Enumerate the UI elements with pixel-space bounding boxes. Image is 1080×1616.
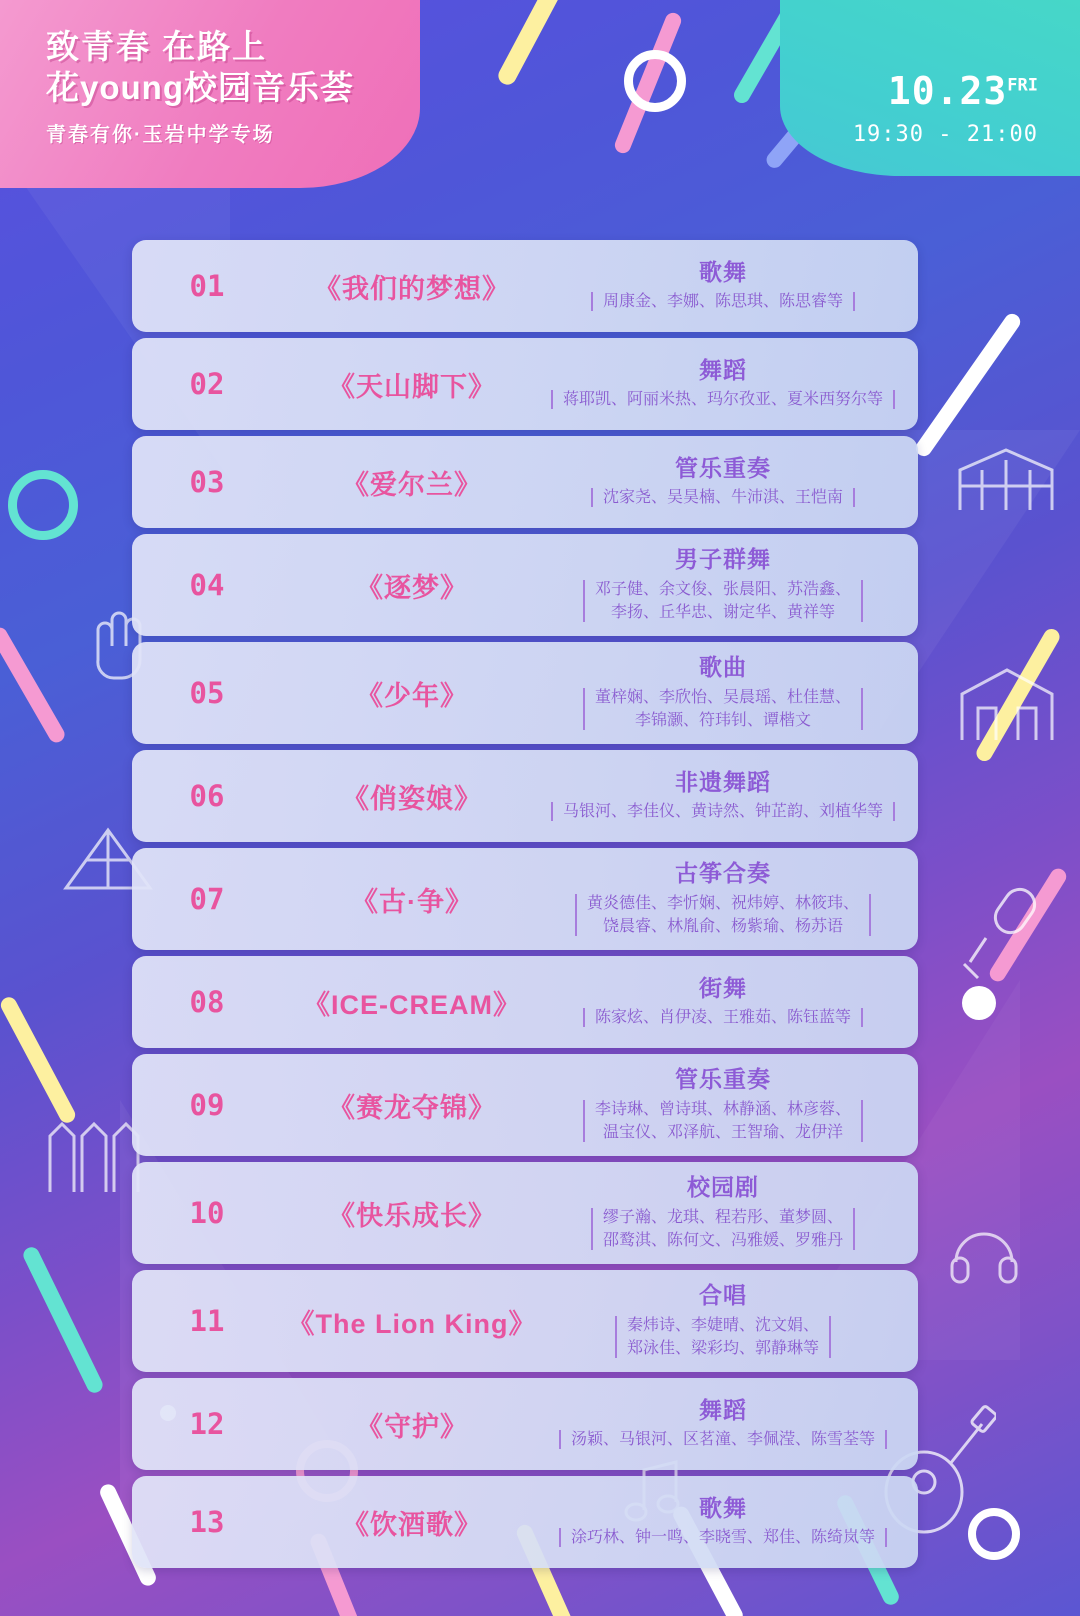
program-number: 09 [189, 1088, 225, 1122]
program-performers [591, 290, 855, 313]
table-row [132, 750, 918, 842]
program-details [542, 357, 918, 412]
program-performers [559, 1428, 887, 1451]
decor-icon-stage [952, 440, 1062, 520]
performer-line: 陈家炫、肖伊凌、王雅茹、陈钰蓝等 [594, 1009, 851, 1027]
program-kind: 歌舞 [699, 1494, 747, 1521]
program-details [542, 769, 918, 824]
program-kind: 舞蹈 [699, 1396, 747, 1423]
performer-line: 黄炎德佳、李忻娴、祝炜婷、林筱玮、 [586, 894, 859, 912]
program-kind: 男子群舞 [675, 546, 771, 573]
program-details [542, 546, 918, 624]
program-performers [591, 486, 855, 509]
table-row [132, 848, 918, 950]
decor-bar-white-3 [0, 994, 78, 1125]
performer-line: 温宝仪、邓泽航、王智瑜、龙伊洋 [602, 1123, 843, 1141]
program-name: 《赛龙夺锦》 [328, 1092, 496, 1123]
program-kind: 街舞 [699, 974, 747, 1001]
program-name: 《天山脚下》 [328, 371, 496, 402]
program-kind: 舞蹈 [699, 356, 747, 383]
program-number: 12 [189, 1407, 225, 1441]
program-details [542, 1397, 918, 1452]
program-performers [551, 388, 895, 411]
table-row [132, 338, 918, 430]
program-name: 《爱尔兰》 [342, 469, 482, 500]
program-name: 《饮酒歌》 [342, 1509, 482, 1540]
program-number: 03 [189, 465, 225, 499]
decor-icon-fence [36, 1110, 146, 1200]
performer-line: 汤颖、马银河、区茗潼、李佩滢、陈雪荃等 [570, 1431, 875, 1449]
program-name: 《ICE-CREAM》 [303, 989, 521, 1020]
program-number: 04 [189, 568, 225, 602]
program-name: 《少年》 [356, 680, 468, 711]
performer-line: 沈家尧、吴昊楠、牛沛淇、王恺南 [602, 489, 843, 507]
performer-line: 郑泳佳、梁彩均、郭静琳等 [626, 1339, 819, 1357]
event-weekday: FRI [1007, 75, 1038, 96]
program-details [542, 259, 918, 314]
decor-icon-microphone [956, 880, 1046, 990]
table-row [132, 240, 918, 332]
program-number: 05 [189, 676, 225, 710]
table-row [132, 1378, 918, 1470]
poster-title-block [46, 26, 354, 147]
decor-bar-pink-3 [0, 625, 67, 746]
program-kind: 校园剧 [687, 1174, 759, 1201]
program-name: 《俏姿娘》 [342, 783, 482, 814]
program-details [542, 1174, 918, 1252]
program-performers [575, 892, 871, 938]
title-line-2: 花young校园音乐荟 [46, 69, 354, 107]
decor-ring-1 [624, 50, 686, 112]
decor-bar-yellow-1 [495, 0, 563, 88]
performer-line: 李诗琳、曾诗琪、林静涵、林彦蓉、 [594, 1100, 851, 1118]
program-kind: 非遗舞蹈 [675, 768, 771, 795]
title-line-1: 致青春 在路上 [46, 28, 268, 65]
performer-line: 邵鹜淇、陈何文、冯雅媛、罗雅丹 [602, 1231, 843, 1249]
table-row [132, 1476, 918, 1568]
table-row [132, 1162, 918, 1264]
program-performers [583, 686, 863, 732]
program-performers [583, 578, 863, 624]
table-row [132, 1270, 918, 1372]
program-kind: 歌曲 [699, 654, 747, 681]
performer-line: 董梓娴、李欣怡、吴晨瑶、杜佳慧、 [594, 688, 851, 706]
table-row [132, 642, 918, 744]
program-details [542, 455, 918, 510]
program-details [542, 1495, 918, 1550]
program-name: 《The Lion King》 [287, 1308, 537, 1339]
program-number: 02 [189, 367, 225, 401]
decor-ring-2 [8, 470, 78, 540]
program-list [132, 240, 918, 1574]
program-kind: 歌舞 [699, 258, 747, 285]
decor-icon-gate [952, 660, 1062, 750]
decor-icon-headphones [944, 1212, 1024, 1292]
program-name: 《古·争》 [351, 886, 473, 917]
program-details [542, 860, 918, 938]
title-subtitle: 青春有你·玉岩中学专场 [46, 123, 275, 146]
program-name: 《我们的梦想》 [314, 273, 510, 304]
program-name: 《守护》 [356, 1411, 468, 1442]
program-details [542, 975, 918, 1030]
program-number: 08 [189, 985, 225, 1019]
program-number: 11 [189, 1304, 225, 1338]
program-number: 01 [189, 269, 225, 303]
event-time: 19:30 - 21:00 [852, 122, 1038, 147]
performer-line: 缪子瀚、龙琪、程若彤、董梦圆、 [602, 1208, 843, 1226]
performer-line: 蒋耶凯、阿丽米热、玛尔孜亚、夏米西努尔等 [562, 391, 883, 409]
program-kind: 合唱 [699, 1282, 747, 1309]
decor-bar-teal-2 [21, 1245, 106, 1396]
program-details [542, 1282, 918, 1360]
program-number: 06 [189, 779, 225, 813]
table-row [132, 956, 918, 1048]
program-details [542, 1066, 918, 1144]
decor-dot-1 [962, 986, 996, 1020]
performer-line: 马银河、李佳仪、黄诗然、钟芷韵、刘植华等 [562, 803, 883, 821]
program-performers [583, 1006, 863, 1029]
performer-line: 饶晨睿、林胤俞、杨紫瑜、杨苏语 [602, 917, 843, 935]
program-kind: 古筝合奏 [675, 860, 771, 887]
performer-line: 李锦灏、符玮钊、谭楷文 [634, 711, 811, 729]
program-kind: 管乐重奏 [675, 1066, 771, 1093]
date-block [852, 69, 1038, 147]
program-details [542, 654, 918, 732]
program-kind: 管乐重奏 [675, 454, 771, 481]
program-performers [551, 800, 895, 823]
program-number: 10 [189, 1196, 225, 1230]
program-number: 07 [189, 882, 225, 916]
program-performers [591, 1206, 855, 1252]
program-name: 《逐梦》 [356, 572, 468, 603]
performer-line: 邓子健、余文俊、张晨阳、苏浩鑫、 [594, 580, 851, 598]
program-name: 《快乐成长》 [328, 1200, 496, 1231]
table-row [132, 534, 918, 636]
table-row [132, 1054, 918, 1156]
performer-line: 李扬、丘华忠、谢定华、黄祥等 [610, 603, 835, 621]
performer-line: 涂巧林、钟一鸣、李晓雪、郑佳、陈绮岚等 [570, 1529, 875, 1547]
program-number: 13 [189, 1505, 225, 1539]
event-date-value: 10.23 [887, 69, 1008, 113]
program-performers [615, 1314, 831, 1360]
performer-line: 秦炜诗、李婕晴、沈文娟、 [626, 1316, 819, 1334]
program-performers [559, 1526, 887, 1549]
program-performers [583, 1098, 863, 1144]
performer-line: 周康金、李娜、陈思琪、陈思睿等 [602, 293, 843, 311]
event-date [853, 69, 1038, 113]
table-row [132, 436, 918, 528]
